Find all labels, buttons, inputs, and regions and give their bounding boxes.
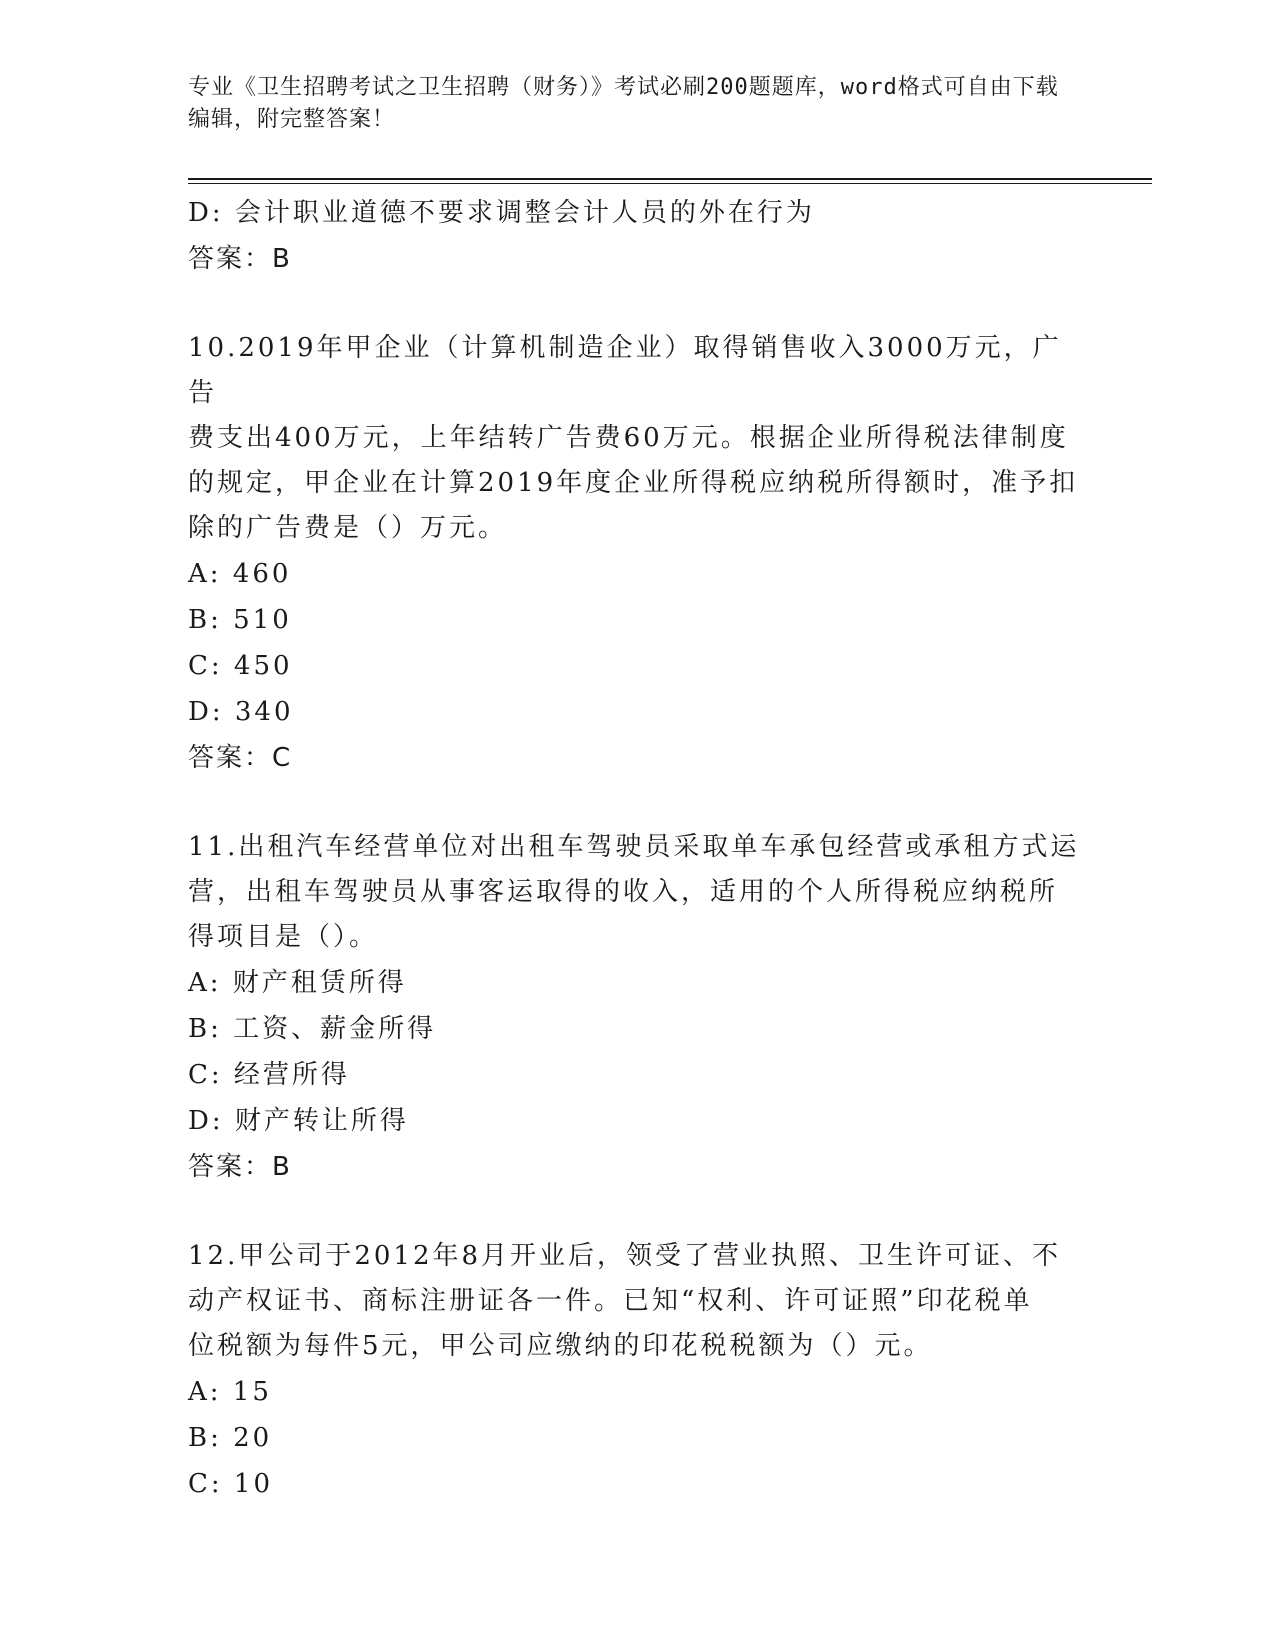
document-header: 专业《卫生招聘考试之卫生招聘（财务）》考试必刷200题题库，word格式可自由下载编辑，附完整答案！: [188, 75, 1059, 132]
spacer: [188, 781, 1088, 825]
header-rule-thick: [188, 178, 1152, 180]
question-text-line: 位税额为每件5元，甲公司应缴纳的印花税税额为（）元。: [188, 1331, 933, 1361]
option-b: B: 510: [188, 605, 292, 635]
question-12: [188, 1234, 1088, 1507]
option-c: C: 经营所得: [188, 1060, 350, 1090]
document-body: [188, 190, 1088, 1507]
option-c: C: 450: [188, 651, 293, 681]
option-a: A: 460: [188, 559, 292, 589]
option-d: D: 340: [188, 697, 294, 727]
previous-question-tail: [188, 190, 1088, 282]
question-11: [188, 825, 1088, 1190]
question-text-line: 动产权证书、商标注册证各一件。已知“权利、许可证照”印花税单: [188, 1286, 1033, 1316]
option-a: A: 15: [188, 1377, 272, 1407]
question-text-line: 得项目是（）。: [188, 922, 379, 952]
option-d: D: 财产转让所得: [188, 1106, 409, 1136]
question-text-line: 费支出400万元，上年结转广告费60万元。根据企业所得税法律制度: [188, 423, 1069, 453]
spacer: [188, 1190, 1088, 1234]
option-d: D: 会计职业道德不要求调整会计人员的外在行为: [188, 198, 815, 228]
answer-line: 答案：C: [188, 743, 293, 773]
question-text-line: 的规定，甲企业在计算2019年度企业所得税应纳税所得额时，准予扣: [188, 468, 1079, 498]
header-rule-thin: [188, 183, 1152, 184]
spacer: [188, 282, 1088, 326]
answer-line: 答案：B: [188, 1152, 292, 1182]
question-text-line: 营，出租车驾驶员从事客运取得的收入，适用的个人所得税应纳税所: [188, 877, 1059, 907]
option-a: A: 财产租赁所得: [188, 968, 407, 998]
question-10: [188, 326, 1088, 781]
option-c: C: 10: [188, 1469, 274, 1499]
question-text-line: 除的广告费是（）万元。: [188, 513, 508, 543]
question-text-line: 12.甲公司于2012年8月开业后，领受了营业执照、卫生许可证、不: [188, 1241, 1062, 1271]
question-text-line: 11.出租汽车经营单位对出租车驾驶员采取单车承包经营或承租方式运: [188, 832, 1080, 862]
answer-line: 答案：B: [188, 244, 292, 274]
question-text-line: 10.2019年甲企业（计算机制造企业）取得销售收入3000万元，广告: [188, 333, 1062, 408]
option-b: B: 工资、薪金所得: [188, 1014, 437, 1044]
option-b: B: 20: [188, 1423, 273, 1453]
